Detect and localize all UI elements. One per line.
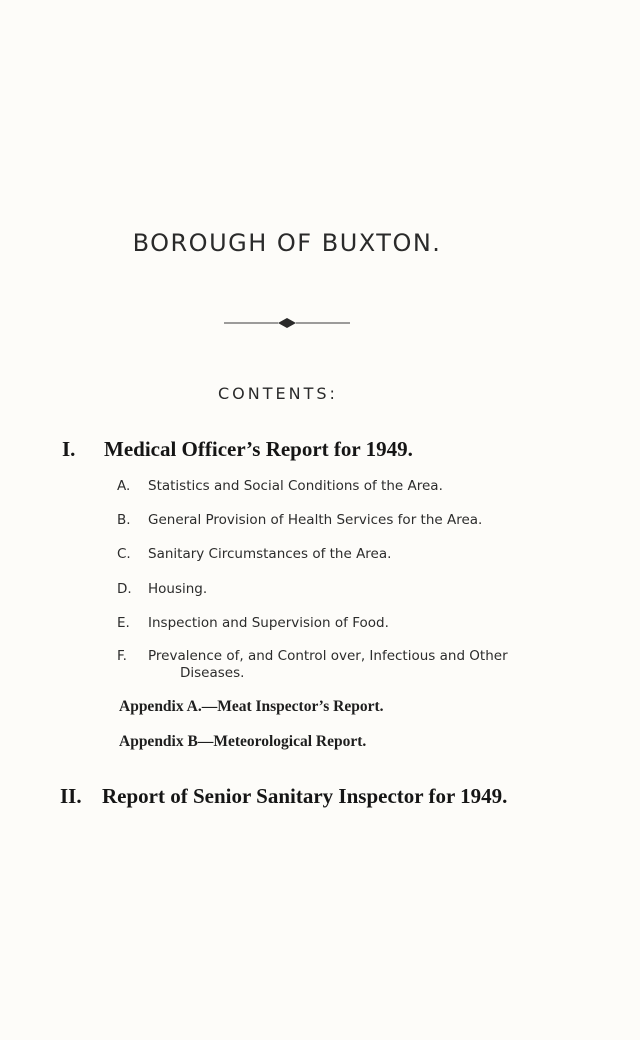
contents-item (117, 615, 389, 631)
item-letter: F. (117, 648, 127, 664)
item-text: Sanitary Circumstances of the Area. (148, 546, 392, 562)
section-numeral: I. (62, 437, 76, 461)
contents-item (117, 546, 391, 562)
item-text: Statistics and Social Conditions of the Area. (148, 478, 443, 494)
contents-item (117, 648, 508, 664)
contents-item (117, 581, 207, 597)
item-text: Prevalence of, and Control over, Infectious and Other (148, 648, 508, 664)
appendix-entry: Appendix A.—Meat Inspector’s Report. (119, 698, 384, 715)
item-text: Inspection and Supervision of Food. (148, 615, 389, 631)
ornamental-divider (224, 313, 350, 333)
section-heading-2 (60, 784, 507, 809)
item-letter: B. (117, 512, 131, 528)
contents-heading: CONTENTS: (218, 384, 338, 403)
item-letter: A. (117, 478, 131, 494)
item-letter: D. (117, 581, 132, 597)
appendix-entry: Appendix B—Meteorological Report. (119, 733, 367, 750)
section-title: Medical Officer’s Report for 1949. (104, 437, 413, 461)
contents-item (117, 512, 482, 528)
section-title: Report of Senior Sanitary Inspector for 1949. (102, 784, 508, 808)
contents-item (117, 478, 443, 494)
item-letter: C. (117, 546, 131, 562)
section-heading-1 (62, 437, 413, 462)
item-text-continuation: Diseases. (180, 665, 245, 681)
page-title: BOROUGH OF BUXTON. (132, 229, 442, 257)
item-text: Housing. (148, 581, 208, 597)
section-numeral: II. (60, 784, 82, 808)
item-letter: E. (117, 615, 130, 631)
item-text: General Provision of Health Services for the Area. (148, 512, 483, 528)
